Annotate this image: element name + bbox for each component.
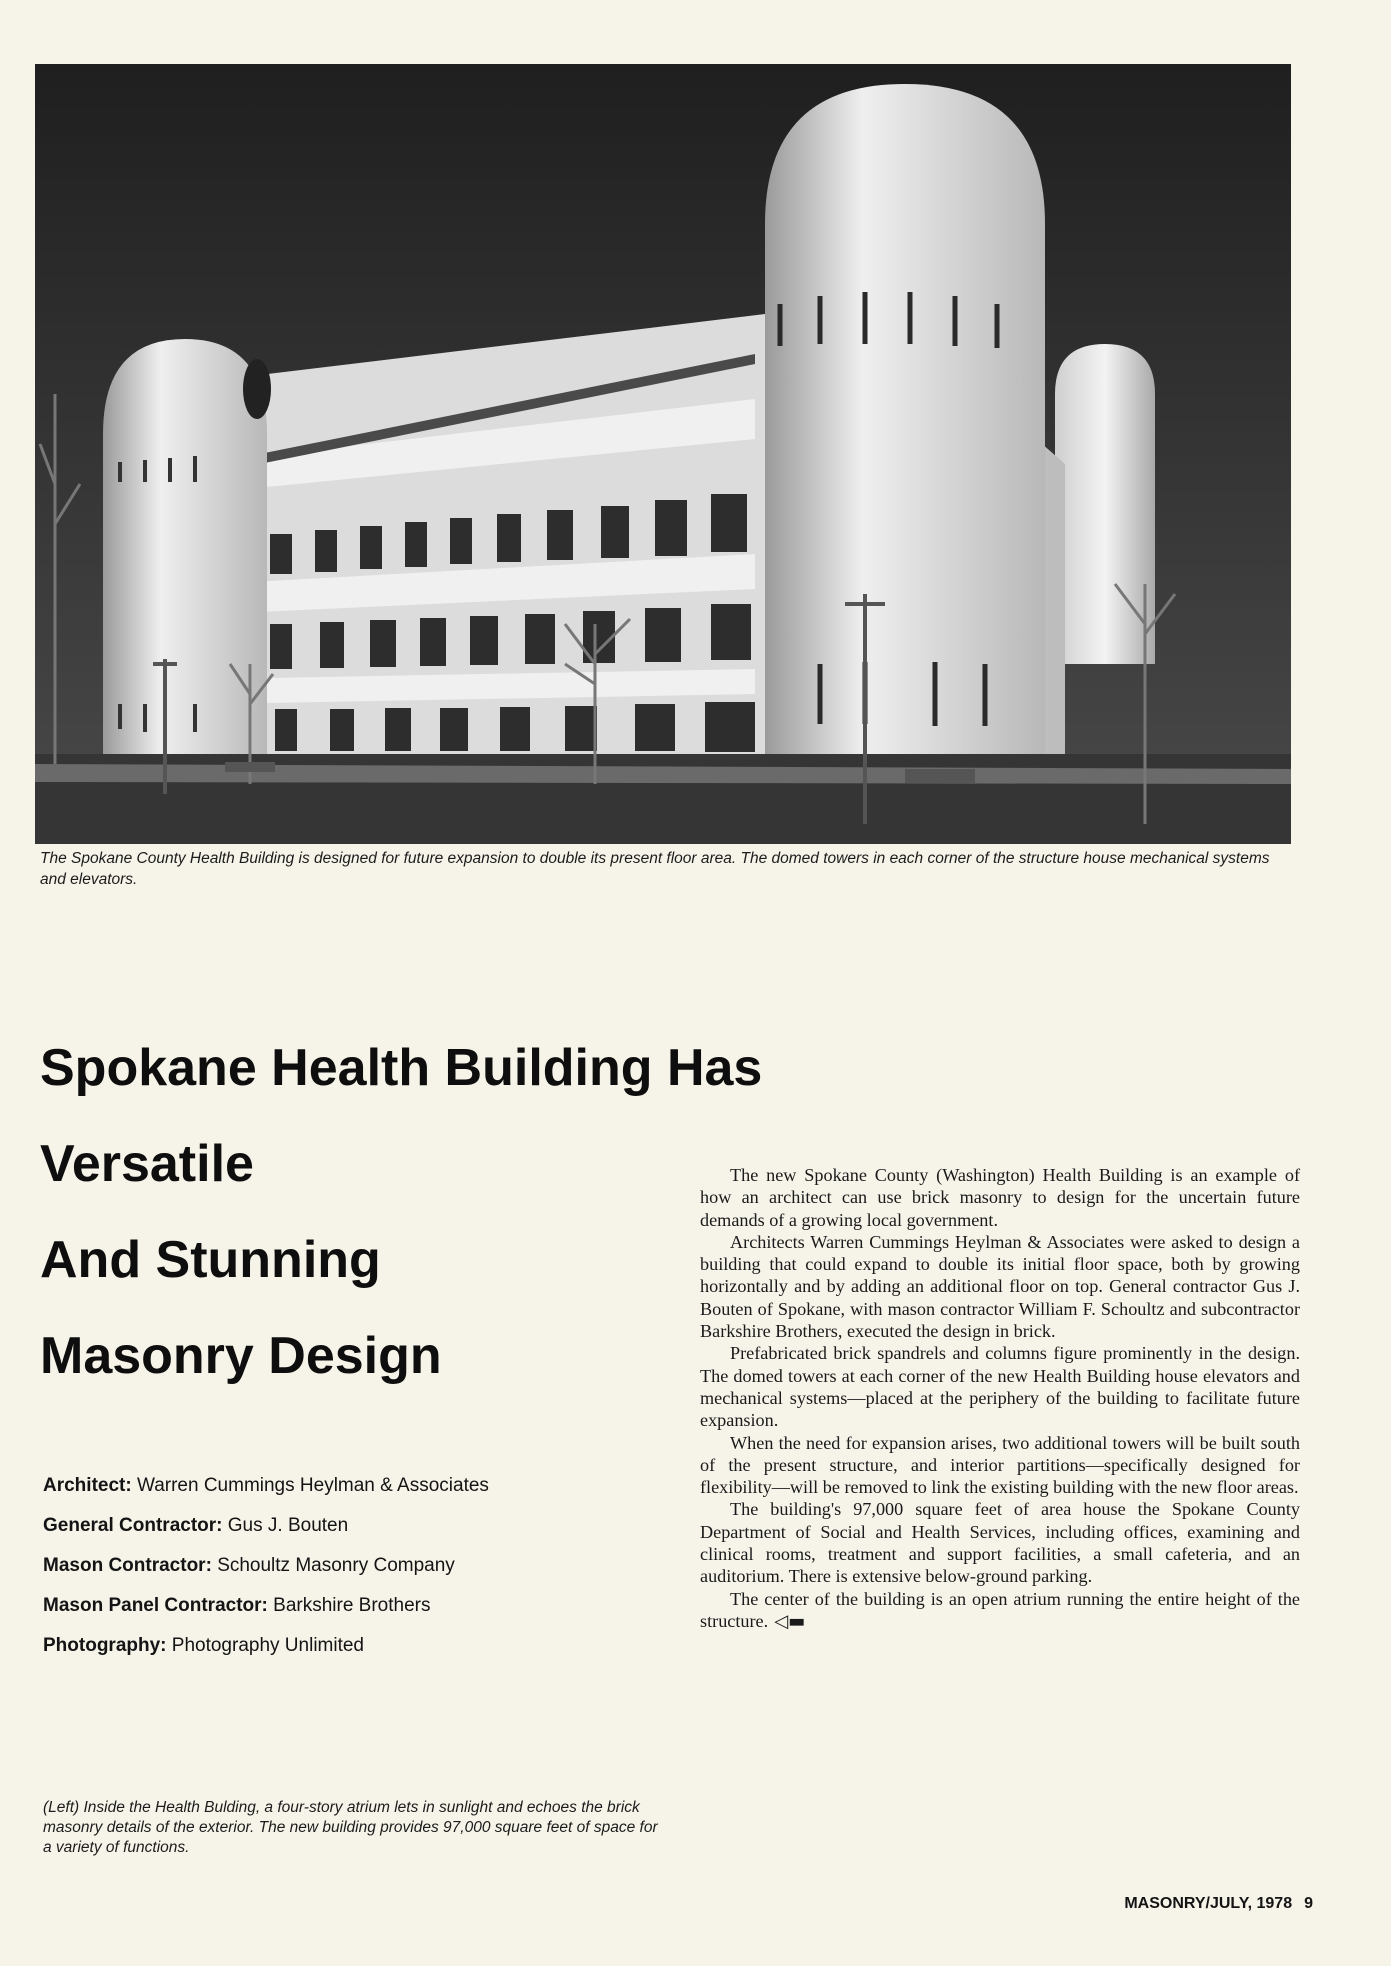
bench-left xyxy=(225,762,275,772)
main-domed-tower xyxy=(765,84,1045,754)
headline-line-1: Spokane Health Building Has xyxy=(40,1039,763,1097)
publication-line: MASONRY/JULY, 1978 xyxy=(1124,1895,1293,1912)
article-paragraph: Prefabricated brick spandrels and columns figure prominently in the design. The domed towers at each corner of the new Health Building house elevators and mechanical systems—placed at the periphery of the building to facilitate future expansion. xyxy=(700,1343,1300,1431)
credit-value: Barkshire Brothers xyxy=(273,1595,431,1616)
credit-value: Warren Cummings Heylman & Associates xyxy=(136,1475,489,1496)
credit-label: Mason Panel Contractor: xyxy=(43,1595,268,1616)
credit-label: Photography: xyxy=(43,1635,167,1656)
left-tower-opening xyxy=(243,359,271,419)
headline-line-2: Versatile xyxy=(40,1135,254,1193)
credit-architect xyxy=(43,1466,643,1506)
page-footer xyxy=(1068,1895,1313,1913)
credit-general-contractor xyxy=(43,1506,643,1546)
credit-label: Mason Contractor: xyxy=(43,1555,212,1576)
article-headline xyxy=(40,1020,763,1404)
photo-caption-top: The Spokane County Health Building is designed for future expansion to double its present floor area. The domed towers in each corner of the structure house mechanical systems and elevators. xyxy=(40,850,1270,888)
top-edge-bleed xyxy=(430,0,810,8)
continued-arrow-icon: ◁▬ xyxy=(774,1610,806,1632)
article-paragraph: When the need for expansion arises, two additional towers will be built south of the present structure, and interior partitions—specifically designed for flexibility—will be removed to link the existing building with the new floor areas. xyxy=(700,1432,1300,1498)
project-credits xyxy=(43,1466,643,1666)
credit-label: General Contractor: xyxy=(43,1515,223,1536)
credit-photography xyxy=(43,1626,643,1666)
article-paragraph: The building's 97,000 square feet of area house the Spokane County Department of Social and Health Services, including offices, examining and clinical rooms, treatment and support facilities, a small cafeteria, and an auditorium. There is extensive below-ground parking. xyxy=(700,1499,1300,1587)
article-paragraph: Architects Warren Cummings Heylman & Associates were asked to design a building that could expand to double its initial floor space, both by growing horizontally and by adding an additional floor on top. General contractor Gus J. Bouten of Spokane, with mason contractor William F. Schoultz and subcontractor Barkshire Brothers, executed the design in brick. xyxy=(700,1231,1300,1342)
article-paragraph-text: The center of the building is an open atrium running the entire height of the structure. xyxy=(700,1588,1300,1631)
credit-label: Architect: xyxy=(43,1475,132,1496)
atrium-caption: (Left) Inside the Health Bulding, a four-story atrium lets in sunlight and echoes the brick masonry details of the exterior. The new building provides 97,000 square feet of space for a variety of functions. xyxy=(43,1799,658,1856)
credit-value: Photography Unlimited xyxy=(171,1635,364,1656)
headline-line-4: Masonry Design xyxy=(40,1327,442,1385)
credit-value: Gus J. Bouten xyxy=(227,1515,349,1536)
credit-mason-panel-contractor xyxy=(43,1586,643,1626)
building-photo-drawing xyxy=(35,64,1291,844)
building-photo xyxy=(35,64,1291,844)
headline-line-3: And Stunning xyxy=(40,1231,381,1289)
article-paragraph: The new Spokane County (Washington) Health Building is an example of how an architect can use brick masonry to design for the uncertain future demands of a growing local government. xyxy=(700,1165,1300,1230)
credit-mason-contractor xyxy=(43,1546,643,1586)
credit-value: Schoultz Masonry Company xyxy=(217,1555,455,1576)
article-paragraph-last xyxy=(700,1588,1300,1634)
bench xyxy=(905,769,975,783)
left-domed-tower xyxy=(103,339,267,754)
article-body xyxy=(700,1164,1300,1633)
page-number: 9 xyxy=(1304,1895,1313,1912)
